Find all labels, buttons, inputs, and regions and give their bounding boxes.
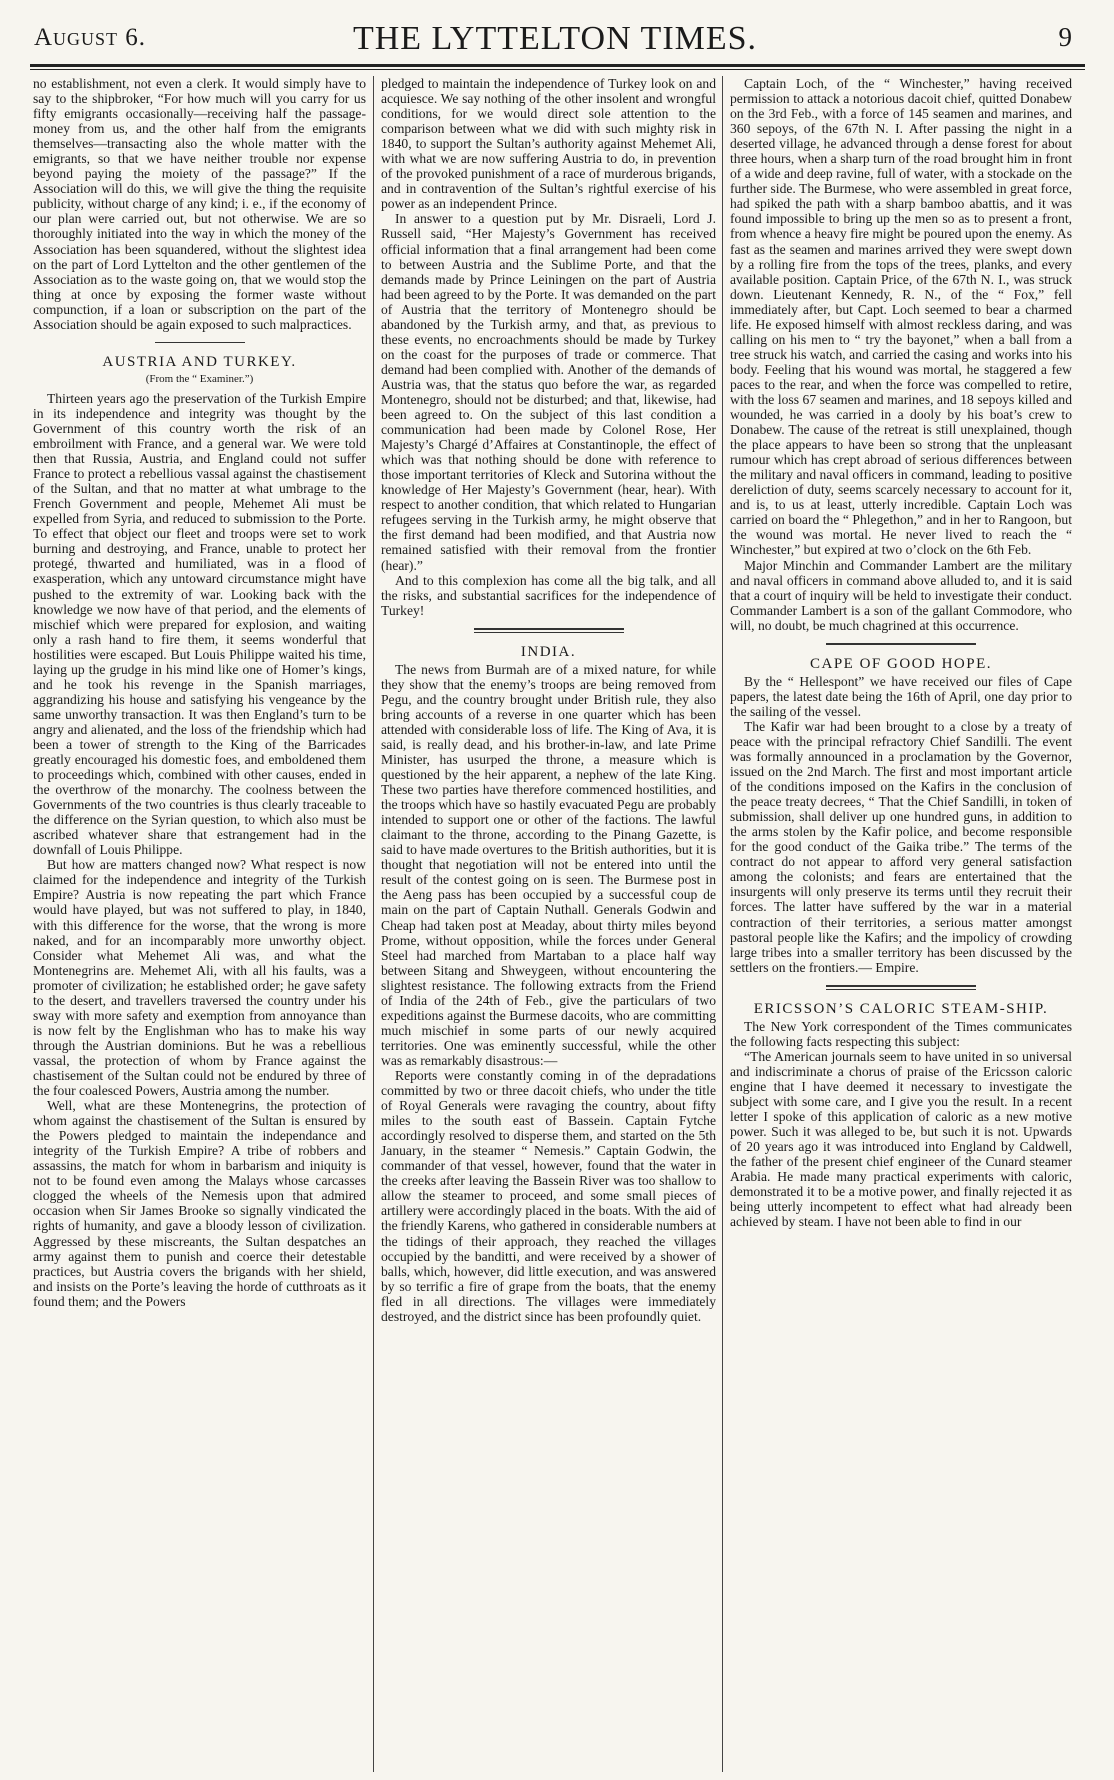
page-number: 9 — [1058, 22, 1072, 52]
article-divider — [155, 342, 245, 343]
article-paragraph: The news from Burmah are of a mixed nature, for while they show that the enemy’s troops are being removed from Pegu, and the country brought under British rule, they also bring accounts of a reverse in one quarter which has been attended with considerable loss of life. The King of Ava, it is said, is really dead, and his brother-in-law, and late Prime Minister, has usurped the throne, a measure which is questioned by the heir apparent, a nephew of the late King. These two parties have therefore commenced hostilities, and the troops which have so hastily evacuated Pegu are probably intended to support one or other of the factions. The lawful claimant to the throne, according to the Pinang Gazette, is said to have made overtures to the British authorities, but it is thought that negotiation will not be entered into until the result of the contest going on is seen. The Burmese post in the Aeng pass has been occupied by a successful coup de main on the part of Captain Nuthall. Generals Godwin and Cheap had taken post at Meaday, about thirty miles beyond Prome, without opposition, while the forces under General Steel had marched from Martaban to a place half way between Sitang and Shweygeen, without encountering the slightest resistance. The following extracts from the Friend of India of the 24th of Feb., give the particulars of two expeditions against the Burmese dacoits, who are committing much mischief in some parts of our newly acquired territories. One was eminently successful, while the other was as remarkably disastrous:— — [381, 661, 716, 1068]
article-divider — [474, 628, 624, 630]
column-divider — [722, 76, 723, 1772]
article-paragraph: no establishment, not even a clerk. It would simply have to say to the shipbroker, “For how much will you carry for us fifty emigrants occasionally—receiving half the passage-money from us, and the other half from the emigrants themselves—transacting also the whole matter with the emigrants, so that we have neither trouble nor expense beyond paying the moiety of the passage?” If the Association will do this, we will give the thing the requisite publicity, without charge of any kind; i. e., if the economy of our plan were carried out, but not otherwise. We are so thoroughly initiated into the way in which the money of the Association has been squandered, without the slightest idea on the part of Lord Lyttelton and the other gentlemen of the Association as to the waste going on, that we would stop the thing at once by exposing the former waste without compunction, if a loan or subscription on the part of the Association should be again exposed to such malpractices. — [33, 76, 366, 332]
article-divider — [826, 985, 976, 987]
article-paragraph: And to this complexion has come all the big talk, and all the risks, and substantial sacrifices for the independence of Turkey! — [381, 572, 716, 618]
article-source: (From the “ Examiner.”) — [145, 372, 254, 385]
article-heading: ERICSSON’S CALORIC STEAM-SHIP. — [753, 1000, 1049, 1017]
article-paragraph: Thirteen years ago the preservation of the Turkish Empire in its independence and integrity was thought by the Government of this country worth the risk of an embroilment with France, and a general war. We were told then that Russia, Austria, and England could not suffer France to protect a rebellious vassal against the chastisement of the Sultan, and that no matter at what umbrage to the French Government and people, Mehemet Ali must be expelled from Syria, and reduced to submission to the Porte. To effect that object our fleet and troops were set to work burning and destroying, and France, unable to protect her protegé, thwarted and humiliated, was in a flood of exasperation, which any untoward circumstance might have pushed to the extremity of war. Looking back with the knowledge we now have of that period, and the elements of mischief which were prepared for explosion, and waiting only a rash hand to fire them, it seems wonderful that hostilities were escaped. But Louis Philippe waited his time, laying up the grudge in his mind like one of Homer’s kings, and he took his revenge in the Spanish marriages, aggrandizing his house and satisfying his vengeance by the same unworthy transaction. It was then England’s turn to be angry and alienated, and the loss of the friendship which had been a tower of strength to the King of the Barricades greatly encouraged his domestic foes, and emboldened them to proceedings which, combined with other causes, ended in the overthrow of the monarchy. The coolness between the Governments of the two countries is thus clearly traceable to the difference on the Syrian question, to which also must be ascribed whatever share that estrangement had in the downfall of Louis Philippe. — [33, 390, 366, 858]
article-paragraph: In answer to a question put by Mr. Disraeli, Lord J. Russell said, “Her Majesty’s Government has received official information that a final arrangement had been come to between Austria and the Sublime Porte, and that the demands made by Prince Leiningen on the part of Austria had been agreed to by the Porte. It was demanded on the part of Austria that the territory of Montenegro should be abandoned by the Turkish army, and that, as previous to these events, no encroachments should be made by Turkey on the coast for the purposes of trade or commerce. That demand had been complied with. Another of the demands of Austria was, that the status quo before the war, as regarded Montenegro, should not be disturbed; and that, likewise, had been agreed to. On the subject of this last condition a communication had been made by Colonel Rose, Her Majesty’s Chargé d’Affaires at Constantinople, the effect of which was that nothing should be done with reference to those important territories of Kleck and Sutorina without the knowledge of Her Majesty’s Government (hear, hear). With respect to another condition, that which related to Hungarian refugees serving in the Turkish army, he might observe that the first demand had been modified, and that Austria now remained satisfied with their removal from the frontier (hear).” — [381, 211, 716, 573]
issue-date: August 6. — [34, 24, 147, 51]
article-paragraph: Major Minchin and Commander Lambert are the military and naval officers in command above alluded to, and it is said that a court of inquiry will be held to investigate their conduct. Commander Lambert is a son of the gallant Commodore, who will, no doubt, be much chagrined at this occurrence. — [730, 557, 1072, 633]
article-paragraph: By the “ Hellespont” we have received our files of Cape papers, the latest date being the 16th of April, one day prior to the sailing of the vessel. — [730, 673, 1072, 719]
article-divider — [826, 643, 976, 645]
article-paragraph: “The American journals seem to have united in so universal and indiscriminate a chorus of praise of the Ericsson caloric engine that I have deemed it necessary to investigate the subject with some care, and I give you the result. In a recent letter I spoke of this application of caloric as a new motive power. Such it was alleged to be, but such it is not. Upwards of 20 years ago it was introduced into England by Caldwell, the father of the present chief engineer of the Cunard steamer Arabia. He made many practical experiments with caloric, demonstrated it to be a motive power, and finally rejected it as being utterly incompetent to effect what had already been achieved by steam. I have not been able to find in our — [730, 1048, 1072, 1230]
article-divider-thin — [826, 989, 976, 990]
article-heading: AUSTRIA AND TURKEY. — [102, 353, 297, 370]
article-divider-thin — [474, 632, 624, 633]
article-paragraph: pledged to maintain the independence of Turkey look on and acquiesce. We say nothing of the other insolent and wrongful conditions, for we would direct sole attention to the comparison between what we did with such mighty risk in 1840, to support the Sultan’s authority against Mehemet Ali, with what we are now suffering Austria to do, in prevention of the provoked punishment of a race of murderous brigands, and in contravention of the Sultan’s rightful exercise of his power as an independent Prince. — [381, 76, 716, 212]
column-2 — [381, 76, 716, 1772]
column-3 — [730, 76, 1072, 1772]
masthead-rule — [30, 64, 1085, 67]
article-paragraph: Captain Loch, of the “ Winchester,” having received permission to attack a notorious dacoit chief, quitted Donabew on the 3rd Feb., with a force of 145 seamen and marines, and 360 sepoys, of the 67th N. I. After passing the night in a deserted village, he advanced through a dense forest for about three hours, when a sharp turn of the road brought him in front of a wide and deep ravine, full of water, with a stockade on the further side. The Burmese, who were assembled in great force, had spiked the path with a sharp bamboo abattis, and it was found impossible to bring up the men so as to present a front, from whence a heavy fire might be poured upon the enemy. As fast as the seamen and marines arrived they were swept down by a rolling fire from the tops of the trees, planks, and every available position. Captain Price, of the 67th N. I., was struck down. Lieutenant Kennedy, R. N., of the “ Fox,” fell immediately after, but Capt. Loch seemed to bear a charmed life. He exposed himself with almost reckless daring, and was calling on his men to “ try the bayonet,” when a ball from a tree struck his watch, and carried the casing and works into his body. Feeling that his wound was mortal, he staggered a few paces to the rear, and when the force was compelled to retire, with the loss 67 seamen and marines, and 18 sepoys killed and wounded, he was carried in a dooly by his boat’s crew to Donabew. The cause of the retreat is still unexplained, though the place appears to have been so strong that the unpleasant rumour which has crept abroad of serious differences between the military and naval officers in command, leading to positive dereliction of duty, seems scarcely necessary to account for it, and is, to us at least, utterly incredible. Captain Loch was carried on board the “ Phlegethon,” and in her to Rangoon, but the wound was mortal. He never lived to reach the “ Winchester,” but expired at two o’clock on the 6th Feb. — [730, 76, 1072, 558]
column-1 — [33, 76, 366, 1772]
article-paragraph: The New York correspondent of the Times communicates the following facts respecting this subject: — [730, 1018, 1072, 1049]
article-paragraph: The Kafir war had been brought to a close by a treaty of peace with the principal refractory Chief Sandilli. The event was formally announced in a proclamation by the Governor, issued on the 2nd March. The first and most important article of the conditions imposed on the Kafirs in the conclusion of the peace treaty decrees, “ That the Chief Sandilli, in token of submission, shall deliver up one hundred guns, in addition to the arms stolen by the Kafir police, and become responsible for the good conduct of the Gaika tribe.” The terms of the contract do not appear to afford very general satisfaction among the colonists; and fears are entertained that the insurgents will only preserve its terms until they recruit their forces. The latter have suffered by the war in a material contraction of their territories, a serious matter amongst pastoral people like the Kafirs; and the impolicy of crowding large tribes into a smaller territory has been discussed by the settlers on the frontiers.— Empire. — [730, 718, 1072, 975]
masthead — [30, 14, 1080, 62]
column-divider — [373, 76, 374, 1772]
article-paragraph: Reports were constantly coming in of the depradations committed by two or three dacoit chiefs, who under the title of Royal Generals were ravaging the country, about fifty miles to the south east of Bassein. Captain Fytche accordingly resolved to disperse them, and started on the 5th January, in the steamer “ Nemesis.” Captain Godwin, the commander of that vessel, however, found that the water in the creeks after leaving the Bassein River was too shallow to allow the steamer to proceed, and some small pieces of artillery were accordingly placed in the boats. With the aid of the friendly Karens, who gathered in considerable numbers at the tidings of their approach, they reached the villages occupied by the banditti, and were received by a shower of balls, which, however, did little execution, and was answered by so terrific a fire of grape from the boats, that the enemy fled in all directions. The villages were immediately destroyed, and the district since has been profoundly quiet. — [381, 1068, 716, 1324]
article-heading: CAPE OF GOOD HOPE. — [809, 655, 993, 672]
article-paragraph: But how are matters changed now? What respect is now claimed for the independence and integrity of the Turkish Empire? Austria is now repeating the part which France would have played, but was not suffered to play, in 1840, with this difference for the worse, that the wrong is more naked, and for an incomparably more unworthy object. Consider what Mehemet Ali was, and what the Montenegrins are. Mehemet Ali, with all his faults, was a promoter of civilization; he established order; he gave safety to the desert, and travellers traversed the country under his sway with more safety and exemption from annoyance than is now felt by the Englishman who has to make his way through the Austrian dominions. But he was a rebellious vassal, the protection of whom by France against the chastisement of the Sultan could not be endured by three of the four coalesced Powers, Austria among the number. — [33, 857, 366, 1099]
article-heading: INDIA. — [520, 643, 577, 660]
newspaper-title: THE LYTTELTON TIMES. — [352, 20, 758, 57]
masthead-rule-thin — [30, 69, 1085, 70]
article-paragraph: Well, what are these Montenegrins, the protection of whom against the chastisement of the Sultan is ensured by the Powers pledged to maintain the independance and integrity of the Turkish Empire? A tribe of robbers and assassins, the match for whom in barbarism and iniquity is not to be found even among the Malays whose carcasses clogged the wheels of the Nemesis upon that admired occasion when Sir James Brooke so signally vindicated the rights of humanity, and gave a bloody lesson of civilization. Aggressed by these miscreants, the Sultan despatches an army against them to punish and coerce their detestable practices, but Austria covers the brigands with her shield, and insists on the Porte’s leaving the horde of cutthroats as it found them; and the Powers — [33, 1098, 366, 1309]
